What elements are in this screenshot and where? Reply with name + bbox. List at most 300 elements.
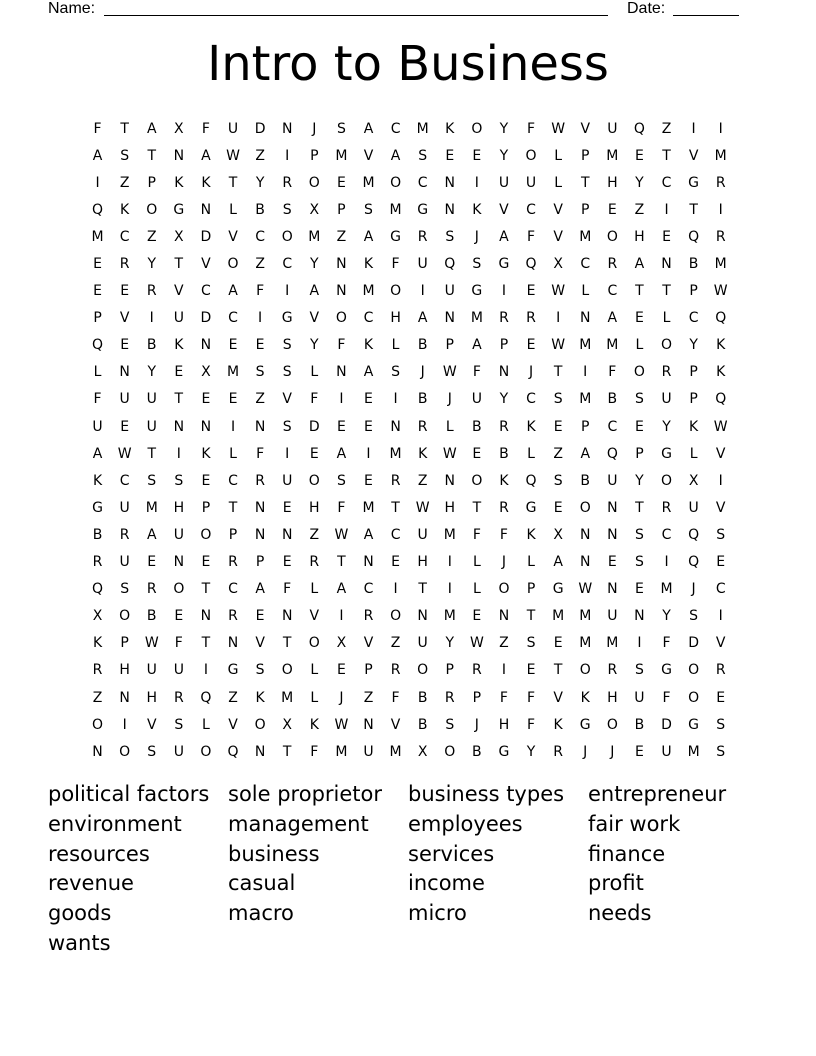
grid-letter[interactable]: V: [119, 310, 130, 327]
grid-letter[interactable]: O: [579, 499, 591, 516]
grid-letter[interactable]: N: [363, 716, 374, 733]
grid-letter[interactable]: G: [498, 743, 510, 760]
grid-letter[interactable]: A: [255, 581, 265, 598]
grid-letter[interactable]: N: [227, 635, 239, 652]
grid-letter[interactable]: K: [418, 445, 428, 462]
grid-letter[interactable]: S: [282, 337, 292, 354]
grid-letter[interactable]: O: [119, 743, 131, 760]
grid-letter[interactable]: U: [173, 743, 184, 760]
grid-letter[interactable]: N: [498, 608, 510, 625]
grid-letter[interactable]: W: [551, 120, 566, 137]
grid-letter[interactable]: V: [309, 608, 320, 625]
grid-letter[interactable]: P: [581, 201, 590, 218]
grid-letter[interactable]: Z: [255, 147, 265, 164]
grid-letter[interactable]: W: [469, 635, 484, 652]
grid-letter[interactable]: E: [662, 228, 671, 245]
grid-letter[interactable]: C: [363, 581, 374, 598]
grid-letter[interactable]: O: [688, 689, 700, 706]
grid-letter[interactable]: O: [227, 256, 239, 273]
grid-letter[interactable]: U: [688, 499, 699, 516]
grid-letter[interactable]: O: [254, 716, 266, 733]
grid-letter[interactable]: B: [92, 526, 103, 543]
grid-letter[interactable]: P: [255, 554, 265, 571]
grid-letter[interactable]: F: [174, 635, 183, 652]
grid-letter[interactable]: W: [117, 445, 132, 462]
grid-letter[interactable]: Z: [92, 689, 103, 706]
grid-letter[interactable]: C: [201, 283, 211, 300]
grid-letter[interactable]: Z: [309, 526, 320, 543]
grid-letter[interactable]: B: [255, 201, 265, 218]
grid-letter[interactable]: V: [580, 120, 591, 137]
grid-letter[interactable]: T: [662, 283, 671, 300]
grid-letter[interactable]: W: [578, 581, 593, 598]
grid-letter[interactable]: I: [474, 174, 479, 191]
grid-letter[interactable]: V: [553, 689, 563, 706]
grid-letter[interactable]: F: [283, 581, 292, 598]
grid-letter[interactable]: A: [201, 147, 211, 164]
grid-letter[interactable]: O: [335, 310, 347, 327]
grid-letter[interactable]: U: [417, 635, 428, 652]
grid-letter[interactable]: U: [417, 526, 428, 543]
grid-letter[interactable]: R: [607, 662, 618, 679]
grid-letter[interactable]: J: [528, 364, 534, 381]
grid-letter[interactable]: G: [471, 283, 483, 300]
grid-letter[interactable]: A: [472, 337, 482, 354]
grid-letter[interactable]: N: [173, 554, 185, 571]
grid-letter[interactable]: R: [417, 228, 428, 245]
grid-letter[interactable]: M: [362, 174, 375, 191]
grid-letter[interactable]: M: [579, 635, 592, 652]
grid-letter[interactable]: Q: [688, 554, 700, 571]
grid-letter[interactable]: Z: [661, 120, 672, 137]
grid-letter[interactable]: E: [309, 445, 319, 462]
grid-letter[interactable]: P: [581, 147, 590, 164]
grid-letter[interactable]: L: [229, 445, 237, 462]
grid-letter[interactable]: K: [689, 418, 699, 435]
grid-letter[interactable]: T: [553, 662, 563, 679]
grid-letter[interactable]: I: [420, 283, 425, 300]
grid-letter[interactable]: T: [580, 174, 590, 191]
grid-letter[interactable]: R: [499, 499, 509, 516]
grid-letter[interactable]: K: [174, 174, 184, 191]
grid-letter[interactable]: G: [417, 201, 429, 218]
grid-letter[interactable]: V: [715, 635, 726, 652]
grid-letter[interactable]: R: [228, 554, 238, 571]
grid-letter[interactable]: N: [607, 526, 618, 543]
grid-letter[interactable]: E: [526, 662, 536, 679]
grid-letter[interactable]: K: [716, 337, 726, 354]
grid-letter[interactable]: B: [417, 716, 428, 733]
grid-letter[interactable]: S: [255, 662, 265, 679]
grid-letter[interactable]: X: [201, 364, 211, 381]
grid-letter[interactable]: F: [310, 391, 319, 408]
grid-letter[interactable]: A: [363, 526, 374, 543]
grid-letter[interactable]: F: [391, 256, 400, 273]
grid-letter[interactable]: O: [606, 716, 618, 733]
grid-letter[interactable]: V: [688, 147, 699, 164]
grid-letter[interactable]: O: [92, 716, 104, 733]
grid-letter[interactable]: U: [363, 743, 374, 760]
grid-letter[interactable]: S: [391, 364, 401, 381]
grid-letter[interactable]: Q: [200, 689, 212, 706]
grid-letter[interactable]: F: [93, 391, 102, 408]
grid-letter[interactable]: E: [174, 608, 184, 625]
grid-letter[interactable]: R: [228, 608, 238, 625]
grid-letter[interactable]: N: [254, 418, 266, 435]
grid-letter[interactable]: N: [363, 554, 374, 571]
grid-letter[interactable]: T: [391, 499, 400, 516]
grid-letter[interactable]: H: [309, 499, 320, 516]
grid-letter[interactable]: S: [716, 716, 726, 733]
grid-letter[interactable]: I: [230, 418, 236, 435]
grid-letter[interactable]: K: [92, 472, 103, 489]
grid-letter[interactable]: W: [334, 526, 349, 543]
grid-letter[interactable]: Q: [525, 472, 537, 489]
grid-letter[interactable]: I: [339, 391, 344, 408]
grid-letter[interactable]: N: [254, 526, 266, 543]
grid-letter[interactable]: T: [689, 201, 698, 218]
grid-letter[interactable]: F: [93, 120, 102, 137]
grid-letter[interactable]: K: [201, 174, 211, 191]
grid-letter[interactable]: Q: [444, 256, 456, 273]
grid-letter[interactable]: Y: [310, 256, 319, 273]
grid-letter[interactable]: J: [474, 716, 479, 733]
grid-letter[interactable]: N: [336, 283, 347, 300]
grid-letter[interactable]: Q: [715, 310, 727, 327]
grid-letter[interactable]: H: [417, 554, 428, 571]
grid-letter[interactable]: O: [661, 472, 673, 489]
grid-letter[interactable]: E: [553, 635, 563, 652]
grid-letter[interactable]: T: [418, 581, 427, 598]
grid-letter[interactable]: F: [527, 689, 536, 706]
grid-letter[interactable]: A: [228, 283, 238, 300]
grid-letter[interactable]: R: [526, 310, 536, 327]
grid-letter[interactable]: Q: [715, 391, 727, 408]
grid-letter[interactable]: M: [416, 120, 429, 137]
grid-letter[interactable]: Z: [228, 689, 238, 706]
grid-letter[interactable]: V: [363, 635, 374, 652]
grid-letter[interactable]: M: [579, 391, 592, 408]
grid-letter[interactable]: V: [228, 228, 238, 245]
grid-letter[interactable]: Q: [606, 445, 618, 462]
grid-letter[interactable]: U: [119, 554, 130, 571]
grid-letter[interactable]: A: [607, 310, 618, 327]
grid-letter[interactable]: M: [443, 526, 456, 543]
grid-letter[interactable]: C: [580, 256, 591, 273]
grid-letter[interactable]: G: [390, 228, 401, 245]
grid-letter[interactable]: R: [92, 554, 103, 571]
grid-letter[interactable]: P: [228, 526, 238, 543]
grid-letter[interactable]: I: [393, 581, 398, 598]
grid-letter[interactable]: U: [227, 120, 239, 137]
grid-letter[interactable]: J: [312, 120, 317, 137]
grid-letter[interactable]: N: [173, 418, 185, 435]
grid-letter[interactable]: C: [526, 201, 536, 218]
grid-letter[interactable]: M: [308, 228, 321, 245]
grid-letter[interactable]: I: [718, 472, 723, 489]
grid-letter[interactable]: Z: [336, 228, 347, 245]
grid-letter[interactable]: V: [363, 147, 374, 164]
grid-letter[interactable]: N: [200, 201, 212, 218]
grid-letter[interactable]: F: [472, 364, 481, 381]
grid-letter[interactable]: I: [691, 120, 696, 137]
grid-letter[interactable]: L: [527, 554, 535, 571]
grid-letter[interactable]: A: [146, 526, 157, 543]
grid-letter[interactable]: Z: [390, 635, 401, 652]
grid-letter[interactable]: C: [688, 310, 699, 327]
grid-letter[interactable]: S: [634, 526, 644, 543]
grid-letter[interactable]: E: [201, 554, 211, 571]
grid-letter[interactable]: M: [226, 364, 240, 381]
grid-letter[interactable]: C: [661, 526, 672, 543]
grid-letter[interactable]: P: [201, 499, 211, 516]
grid-letter[interactable]: P: [445, 662, 454, 679]
grid-letter[interactable]: M: [687, 743, 700, 760]
grid-letter[interactable]: N: [92, 743, 103, 760]
grid-letter[interactable]: V: [228, 716, 238, 733]
grid-letter[interactable]: C: [119, 228, 130, 245]
grid-letter[interactable]: E: [472, 147, 482, 164]
grid-letter[interactable]: C: [607, 418, 618, 435]
grid-letter[interactable]: U: [146, 662, 157, 679]
grid-letter[interactable]: N: [444, 201, 455, 218]
grid-letter[interactable]: P: [526, 581, 536, 598]
grid-letter[interactable]: O: [308, 472, 320, 489]
grid-letter[interactable]: U: [525, 174, 537, 191]
grid-letter[interactable]: K: [553, 716, 563, 733]
grid-letter[interactable]: B: [688, 256, 699, 273]
grid-letter[interactable]: J: [474, 228, 479, 245]
grid-letter[interactable]: V: [309, 310, 320, 327]
grid-letter[interactable]: V: [553, 228, 563, 245]
grid-letter[interactable]: A: [363, 364, 374, 381]
grid-letter[interactable]: R: [255, 472, 265, 489]
grid-letter[interactable]: I: [203, 662, 208, 679]
grid-letter[interactable]: S: [255, 364, 265, 381]
grid-letter[interactable]: Y: [445, 635, 455, 652]
grid-letter[interactable]: N: [579, 554, 591, 571]
grid-letter[interactable]: O: [281, 228, 293, 245]
grid-letter[interactable]: K: [363, 256, 374, 273]
grid-letter[interactable]: C: [390, 120, 401, 137]
grid-letter[interactable]: M: [470, 310, 483, 327]
grid-letter[interactable]: U: [282, 472, 293, 489]
grid-letter[interactable]: T: [472, 499, 482, 516]
grid-letter[interactable]: K: [580, 689, 590, 706]
grid-letter[interactable]: U: [146, 418, 157, 435]
grid-letter[interactable]: E: [255, 337, 265, 354]
grid-letter[interactable]: U: [661, 743, 672, 760]
grid-letter[interactable]: M: [606, 635, 619, 652]
grid-letter[interactable]: R: [309, 554, 320, 571]
grid-letter[interactable]: N: [607, 581, 618, 598]
grid-letter[interactable]: B: [472, 418, 482, 435]
grid-letter[interactable]: D: [200, 310, 212, 327]
grid-letter[interactable]: C: [282, 256, 293, 273]
grid-letter[interactable]: K: [526, 526, 536, 543]
grid-letter[interactable]: I: [285, 445, 290, 462]
grid-letter[interactable]: S: [364, 201, 373, 218]
grid-letter[interactable]: G: [498, 256, 510, 273]
grid-letter[interactable]: Y: [526, 743, 536, 760]
grid-letter[interactable]: V: [146, 716, 157, 733]
grid-letter[interactable]: Q: [525, 256, 537, 273]
grid-letter[interactable]: E: [93, 283, 102, 300]
grid-letter[interactable]: I: [583, 364, 588, 381]
grid-letter[interactable]: T: [553, 364, 563, 381]
grid-letter[interactable]: R: [444, 689, 455, 706]
grid-letter[interactable]: U: [607, 472, 618, 489]
grid-letter[interactable]: N: [607, 499, 618, 516]
grid-letter[interactable]: E: [634, 581, 644, 598]
grid-letter[interactable]: S: [445, 228, 455, 245]
grid-letter[interactable]: E: [120, 283, 130, 300]
grid-letter[interactable]: P: [364, 662, 373, 679]
grid-letter[interactable]: N: [119, 689, 130, 706]
grid-letter[interactable]: G: [173, 201, 185, 218]
grid-letter[interactable]: C: [526, 391, 536, 408]
grid-letter[interactable]: O: [579, 662, 591, 679]
grid-letter[interactable]: P: [581, 418, 590, 435]
grid-letter[interactable]: S: [147, 472, 157, 489]
grid-letter[interactable]: X: [174, 120, 184, 137]
grid-letter[interactable]: W: [713, 418, 728, 435]
grid-letter[interactable]: U: [92, 418, 103, 435]
grid-letter[interactable]: L: [527, 445, 535, 462]
grid-letter[interactable]: W: [713, 283, 728, 300]
grid-letter[interactable]: R: [119, 526, 130, 543]
grid-letter[interactable]: L: [445, 418, 454, 435]
grid-letter[interactable]: S: [553, 472, 563, 489]
grid-letter[interactable]: V: [715, 445, 726, 462]
grid-letter[interactable]: F: [337, 337, 346, 354]
grid-letter[interactable]: U: [471, 391, 482, 408]
grid-letter[interactable]: O: [661, 337, 673, 354]
grid-letter[interactable]: U: [173, 526, 184, 543]
grid-letter[interactable]: E: [147, 554, 157, 571]
grid-letter[interactable]: M: [579, 608, 592, 625]
grid-letter[interactable]: X: [336, 635, 347, 652]
grid-letter[interactable]: I: [366, 445, 371, 462]
grid-letter[interactable]: S: [634, 662, 644, 679]
grid-letter[interactable]: R: [499, 310, 509, 327]
grid-letter[interactable]: E: [634, 743, 644, 760]
grid-letter[interactable]: B: [499, 445, 509, 462]
grid-letter[interactable]: I: [176, 445, 181, 462]
grid-letter[interactable]: O: [525, 147, 537, 164]
grid-letter[interactable]: X: [309, 201, 320, 218]
grid-letter[interactable]: I: [447, 554, 452, 571]
grid-letter[interactable]: N: [336, 256, 347, 273]
grid-letter[interactable]: X: [92, 608, 103, 625]
grid-letter[interactable]: T: [635, 283, 644, 300]
grid-letter[interactable]: T: [201, 581, 211, 598]
grid-letter[interactable]: P: [93, 310, 102, 327]
grid-letter[interactable]: V: [255, 635, 265, 652]
grid-letter[interactable]: E: [282, 554, 292, 571]
grid-letter[interactable]: S: [526, 635, 536, 652]
grid-letter[interactable]: F: [256, 445, 265, 462]
grid-letter[interactable]: H: [146, 689, 157, 706]
grid-letter[interactable]: N: [498, 364, 510, 381]
grid-letter[interactable]: J: [420, 364, 425, 381]
grid-letter[interactable]: L: [310, 581, 319, 598]
grid-letter[interactable]: F: [662, 689, 671, 706]
grid-letter[interactable]: I: [501, 662, 507, 679]
grid-letter[interactable]: U: [173, 662, 184, 679]
grid-letter[interactable]: G: [688, 716, 700, 733]
grid-letter[interactable]: I: [664, 554, 669, 571]
grid-letter[interactable]: P: [147, 174, 156, 191]
grid-letter[interactable]: A: [336, 581, 347, 598]
grid-letter[interactable]: M: [714, 256, 727, 273]
grid-letter[interactable]: C: [228, 581, 238, 598]
grid-letter[interactable]: S: [282, 364, 292, 381]
grid-letter[interactable]: S: [336, 472, 346, 489]
grid-letter[interactable]: R: [146, 581, 157, 598]
grid-letter[interactable]: O: [498, 581, 510, 598]
grid-letter[interactable]: U: [498, 174, 510, 191]
grid-letter[interactable]: V: [390, 716, 401, 733]
grid-letter[interactable]: Z: [146, 228, 157, 245]
grid-letter[interactable]: F: [391, 689, 400, 706]
grid-letter[interactable]: M: [362, 499, 375, 516]
grid-letter[interactable]: E: [634, 418, 644, 435]
grid-letter[interactable]: O: [444, 743, 456, 760]
grid-letter[interactable]: T: [147, 147, 157, 164]
grid-letter[interactable]: J: [583, 743, 588, 760]
grid-letter[interactable]: F: [608, 364, 617, 381]
grid-letter[interactable]: O: [471, 472, 483, 489]
grid-letter[interactable]: W: [551, 337, 566, 354]
grid-letter[interactable]: N: [200, 418, 212, 435]
grid-letter[interactable]: S: [174, 716, 184, 733]
grid-letter[interactable]: R: [146, 283, 157, 300]
grid-letter[interactable]: P: [472, 689, 482, 706]
grid-letter[interactable]: S: [147, 743, 157, 760]
grid-letter[interactable]: I: [718, 120, 723, 137]
grid-letter[interactable]: I: [393, 391, 398, 408]
grid-letter[interactable]: N: [634, 608, 645, 625]
grid-letter[interactable]: R: [553, 743, 563, 760]
grid-letter[interactable]: S: [336, 120, 346, 137]
grid-letter[interactable]: K: [472, 201, 482, 218]
grid-letter[interactable]: E: [553, 418, 563, 435]
grid-letter[interactable]: Q: [688, 526, 700, 543]
grid-letter[interactable]: A: [390, 147, 401, 164]
grid-letter[interactable]: A: [309, 283, 320, 300]
grid-letter[interactable]: Y: [147, 256, 157, 273]
grid-letter[interactable]: L: [554, 174, 563, 191]
grid-letter[interactable]: A: [417, 310, 428, 327]
grid-letter[interactable]: L: [310, 662, 319, 679]
grid-letter[interactable]: I: [501, 283, 507, 300]
grid-letter[interactable]: I: [285, 283, 290, 300]
grid-letter[interactable]: R: [661, 364, 672, 381]
grid-letter[interactable]: O: [390, 608, 402, 625]
grid-letter[interactable]: G: [661, 662, 672, 679]
grid-letter[interactable]: Y: [662, 608, 671, 625]
grid-letter[interactable]: O: [417, 662, 429, 679]
grid-letter[interactable]: M: [281, 689, 294, 706]
grid-letter[interactable]: N: [281, 526, 293, 543]
grid-letter[interactable]: C: [255, 228, 265, 245]
grid-letter[interactable]: Q: [92, 337, 104, 354]
grid-letter[interactable]: H: [119, 662, 130, 679]
grid-letter[interactable]: W: [551, 283, 566, 300]
grid-letter[interactable]: G: [579, 716, 591, 733]
grid-letter[interactable]: E: [93, 256, 102, 273]
